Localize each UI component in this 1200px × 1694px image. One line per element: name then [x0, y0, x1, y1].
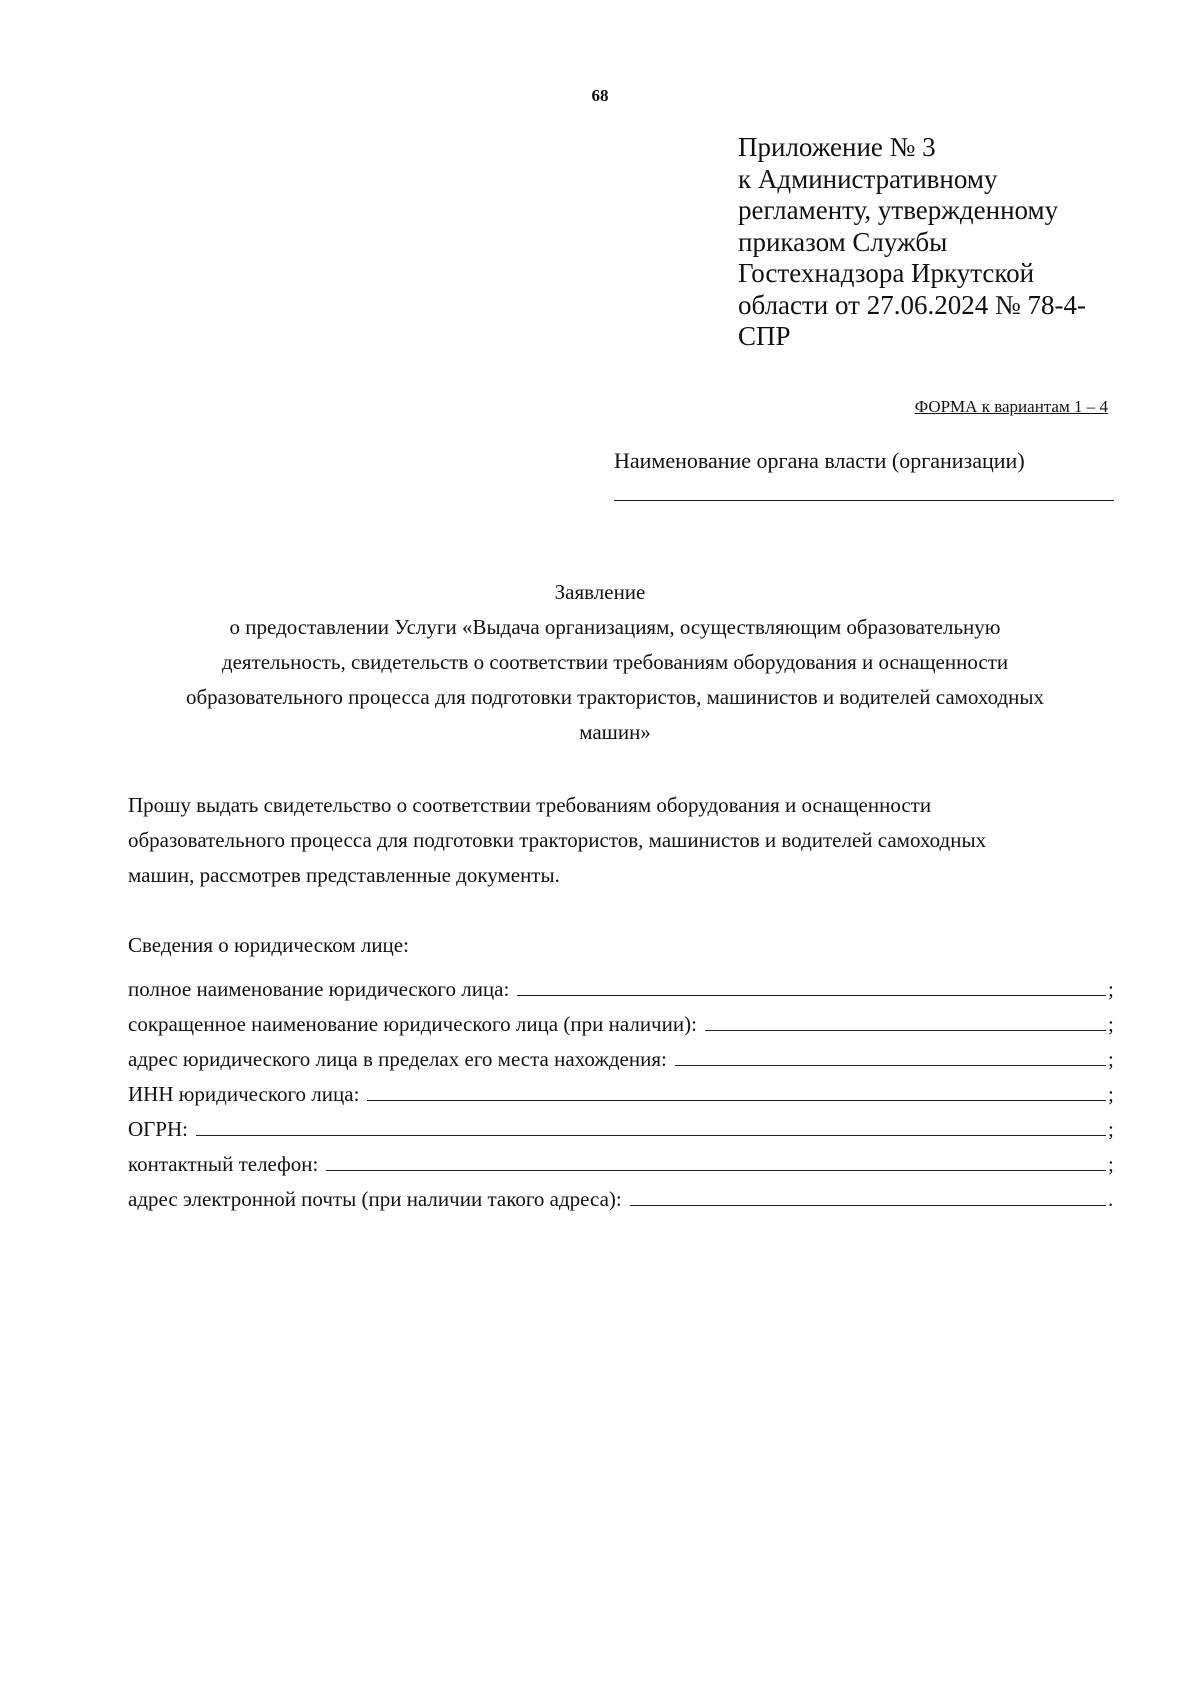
field-end-punctuation: ;	[1108, 1117, 1114, 1141]
field-label: ИНН юридического лица:	[128, 1082, 360, 1106]
authority-blank-line	[614, 500, 1114, 501]
inn-field	[128, 1071, 1118, 1106]
phone-field	[128, 1141, 1118, 1176]
field-label: сокращенное наименование юридического лица (при наличии):	[128, 1012, 697, 1036]
full-name-field	[128, 966, 1118, 1001]
document-title: Заявление	[554, 580, 646, 604]
field-blank-line[interactable]	[630, 1204, 1106, 1206]
field-blank-line[interactable]	[196, 1134, 1106, 1136]
short-name-field	[128, 1001, 1118, 1036]
field-end-punctuation: ;	[1108, 1047, 1114, 1071]
email-field	[128, 1176, 1118, 1211]
form-variant-label: ФОРМА к вариантам 1 – 4	[914, 397, 1108, 416]
appendix-line: области от 27.06.2024 № 78-4-	[738, 289, 1086, 320]
appendix-line: Гостехнадзора Иркутской	[738, 258, 1035, 288]
legal-entity-fields	[128, 966, 1118, 1211]
request-line: Прошу выдать свидетельство о соответствии требованиям оборудования и оснащенности	[128, 793, 932, 817]
appendix-line: к Административному	[738, 163, 998, 194]
field-label: ОГРН:	[128, 1117, 188, 1141]
appendix-line: Приложение № 3	[738, 132, 936, 162]
page-number: 68	[591, 86, 609, 105]
ogrn-field	[128, 1106, 1118, 1141]
document-subtitle	[120, 610, 1110, 750]
field-end-punctuation: .	[1108, 1187, 1114, 1211]
address-field	[128, 1036, 1118, 1071]
request-line: машин, рассмотрев представленные документы.	[128, 863, 560, 887]
subtitle-line: образовательного процесса для подготовки трактористов, машинистов и водителей самоходных	[185, 685, 1045, 709]
request-line: образовательного процесса для подготовки трактористов, машинистов и водителей самоходных	[128, 828, 987, 852]
field-blank-line[interactable]	[326, 1169, 1106, 1171]
field-blank-line[interactable]	[675, 1064, 1106, 1066]
appendix-header	[738, 132, 1158, 353]
field-blank-line[interactable]	[705, 1029, 1106, 1031]
appendix-line: приказом Службы	[738, 226, 948, 257]
field-end-punctuation: ;	[1108, 977, 1114, 1001]
field-blank-line[interactable]	[517, 994, 1106, 996]
field-end-punctuation: ;	[1108, 1012, 1114, 1036]
field-end-punctuation: ;	[1108, 1082, 1114, 1106]
appendix-line: СПР	[738, 321, 791, 351]
legal-entity-heading: Сведения о юридическом лице:	[128, 933, 409, 957]
field-end-punctuation: ;	[1108, 1152, 1114, 1176]
authority-label: Наименование органа власти (организации)	[614, 448, 1025, 473]
field-label: адрес электронной почты (при наличии такого адреса):	[128, 1187, 622, 1211]
field-label: полное наименование юридического лица:	[128, 977, 510, 1001]
field-label: адрес юридического лица в пределах его места нахождения:	[128, 1047, 667, 1071]
subtitle-line: деятельность, свидетельств о соответствии требованиям оборудования и оснащенности	[221, 650, 1009, 674]
appendix-line: регламенту, утвержденному	[738, 195, 1059, 225]
subtitle-line: о предоставлении Услуги «Выдача организациям, осуществляющим образовательную	[229, 615, 1001, 639]
field-blank-line[interactable]	[367, 1099, 1106, 1101]
field-label: контактный телефон:	[128, 1152, 319, 1176]
request-paragraph	[128, 788, 1128, 893]
subtitle-line: машин»	[579, 720, 651, 744]
